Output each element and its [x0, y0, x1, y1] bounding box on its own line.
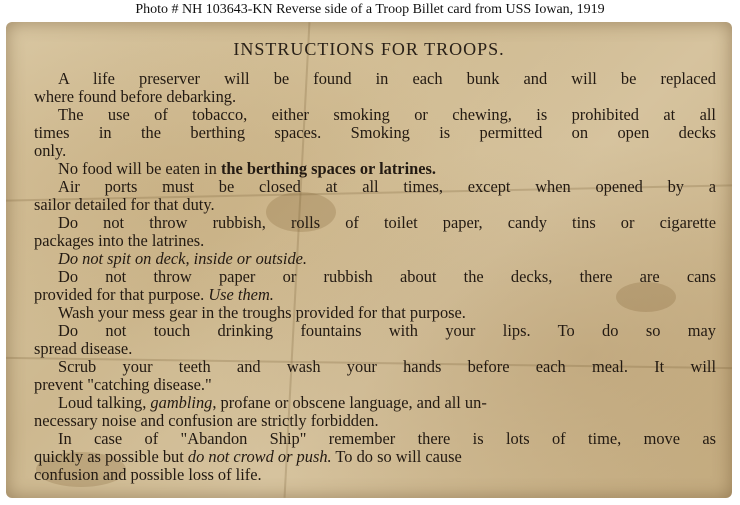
instruction-line: Do not throw paper or rubbish about the decks, there are cans — [58, 268, 716, 286]
instruction-line: Wash your mess gear in the troughs provided for that purpose. — [58, 304, 466, 322]
instruction-line: sailor detailed for that duty. — [34, 196, 215, 214]
instruction-text: To do so will cause — [331, 448, 462, 466]
instruction-text-bold: the berthing spaces or latrines. — [220, 160, 437, 178]
instruction-text: No food will be eaten in — [58, 160, 221, 178]
instructions-body — [34, 70, 716, 484]
instruction-line: where found before debarking. — [34, 88, 237, 106]
instruction-text: Loud talking, — [58, 394, 151, 412]
instruction-line: Do not touch drinking fountains with your lips. To do so may — [58, 322, 716, 340]
instruction-line: Air ports must be closed at all times, except when opened by a — [58, 178, 716, 196]
instruction-text: quickly as possible but — [34, 448, 188, 466]
instruction-line: Scrub your teeth and wash your hands before each meal. It will — [58, 358, 716, 376]
instruction-line — [34, 448, 716, 466]
instruction-line: Do not spit on deck, inside or outside. — [58, 250, 308, 268]
instruction-line — [34, 286, 716, 304]
instruction-line: The use of tobacco, either smoking or chewing, is prohibited at all — [58, 106, 716, 124]
instruction-line: In case of "Abandon Ship" remember there is lots of time, move as — [58, 430, 716, 448]
instruction-line: times in the berthing spaces. Smoking is permitted on open decks — [34, 124, 716, 142]
instruction-line: confusion and possible loss of life. — [34, 466, 262, 484]
instruction-line: Do not throw rubbish, rolls of toilet paper, candy tins or cigarette — [58, 214, 716, 232]
instruction-text: , profane or obscene language, and all un- — [212, 394, 487, 412]
instruction-line: packages into the latrines. — [34, 232, 205, 250]
instruction-line: spread disease. — [34, 340, 133, 358]
instruction-line: A life preserver will be found in each bunk and will be replaced — [58, 70, 716, 88]
instruction-line: necessary noise and confusion are strictly forbidden. — [34, 412, 379, 430]
instruction-text-italic: gambling — [150, 394, 213, 412]
instruction-line: prevent "catching disease." — [34, 376, 212, 394]
troop-billet-card — [6, 22, 732, 498]
photo-caption: Photo # NH 103643-KN Reverse side of a Troop Billet card from USS Iowan, 1919 — [135, 2, 605, 17]
instruction-text-italic: Use them. — [208, 286, 274, 304]
instruction-text: provided for that purpose. — [34, 286, 209, 304]
instruction-line: only. — [34, 142, 67, 160]
card-title: INSTRUCTIONS FOR TROOPS. — [233, 39, 505, 59]
instruction-line — [34, 394, 716, 412]
instruction-text-italic: do not crowd or push. — [187, 448, 332, 466]
instruction-line — [34, 160, 716, 178]
